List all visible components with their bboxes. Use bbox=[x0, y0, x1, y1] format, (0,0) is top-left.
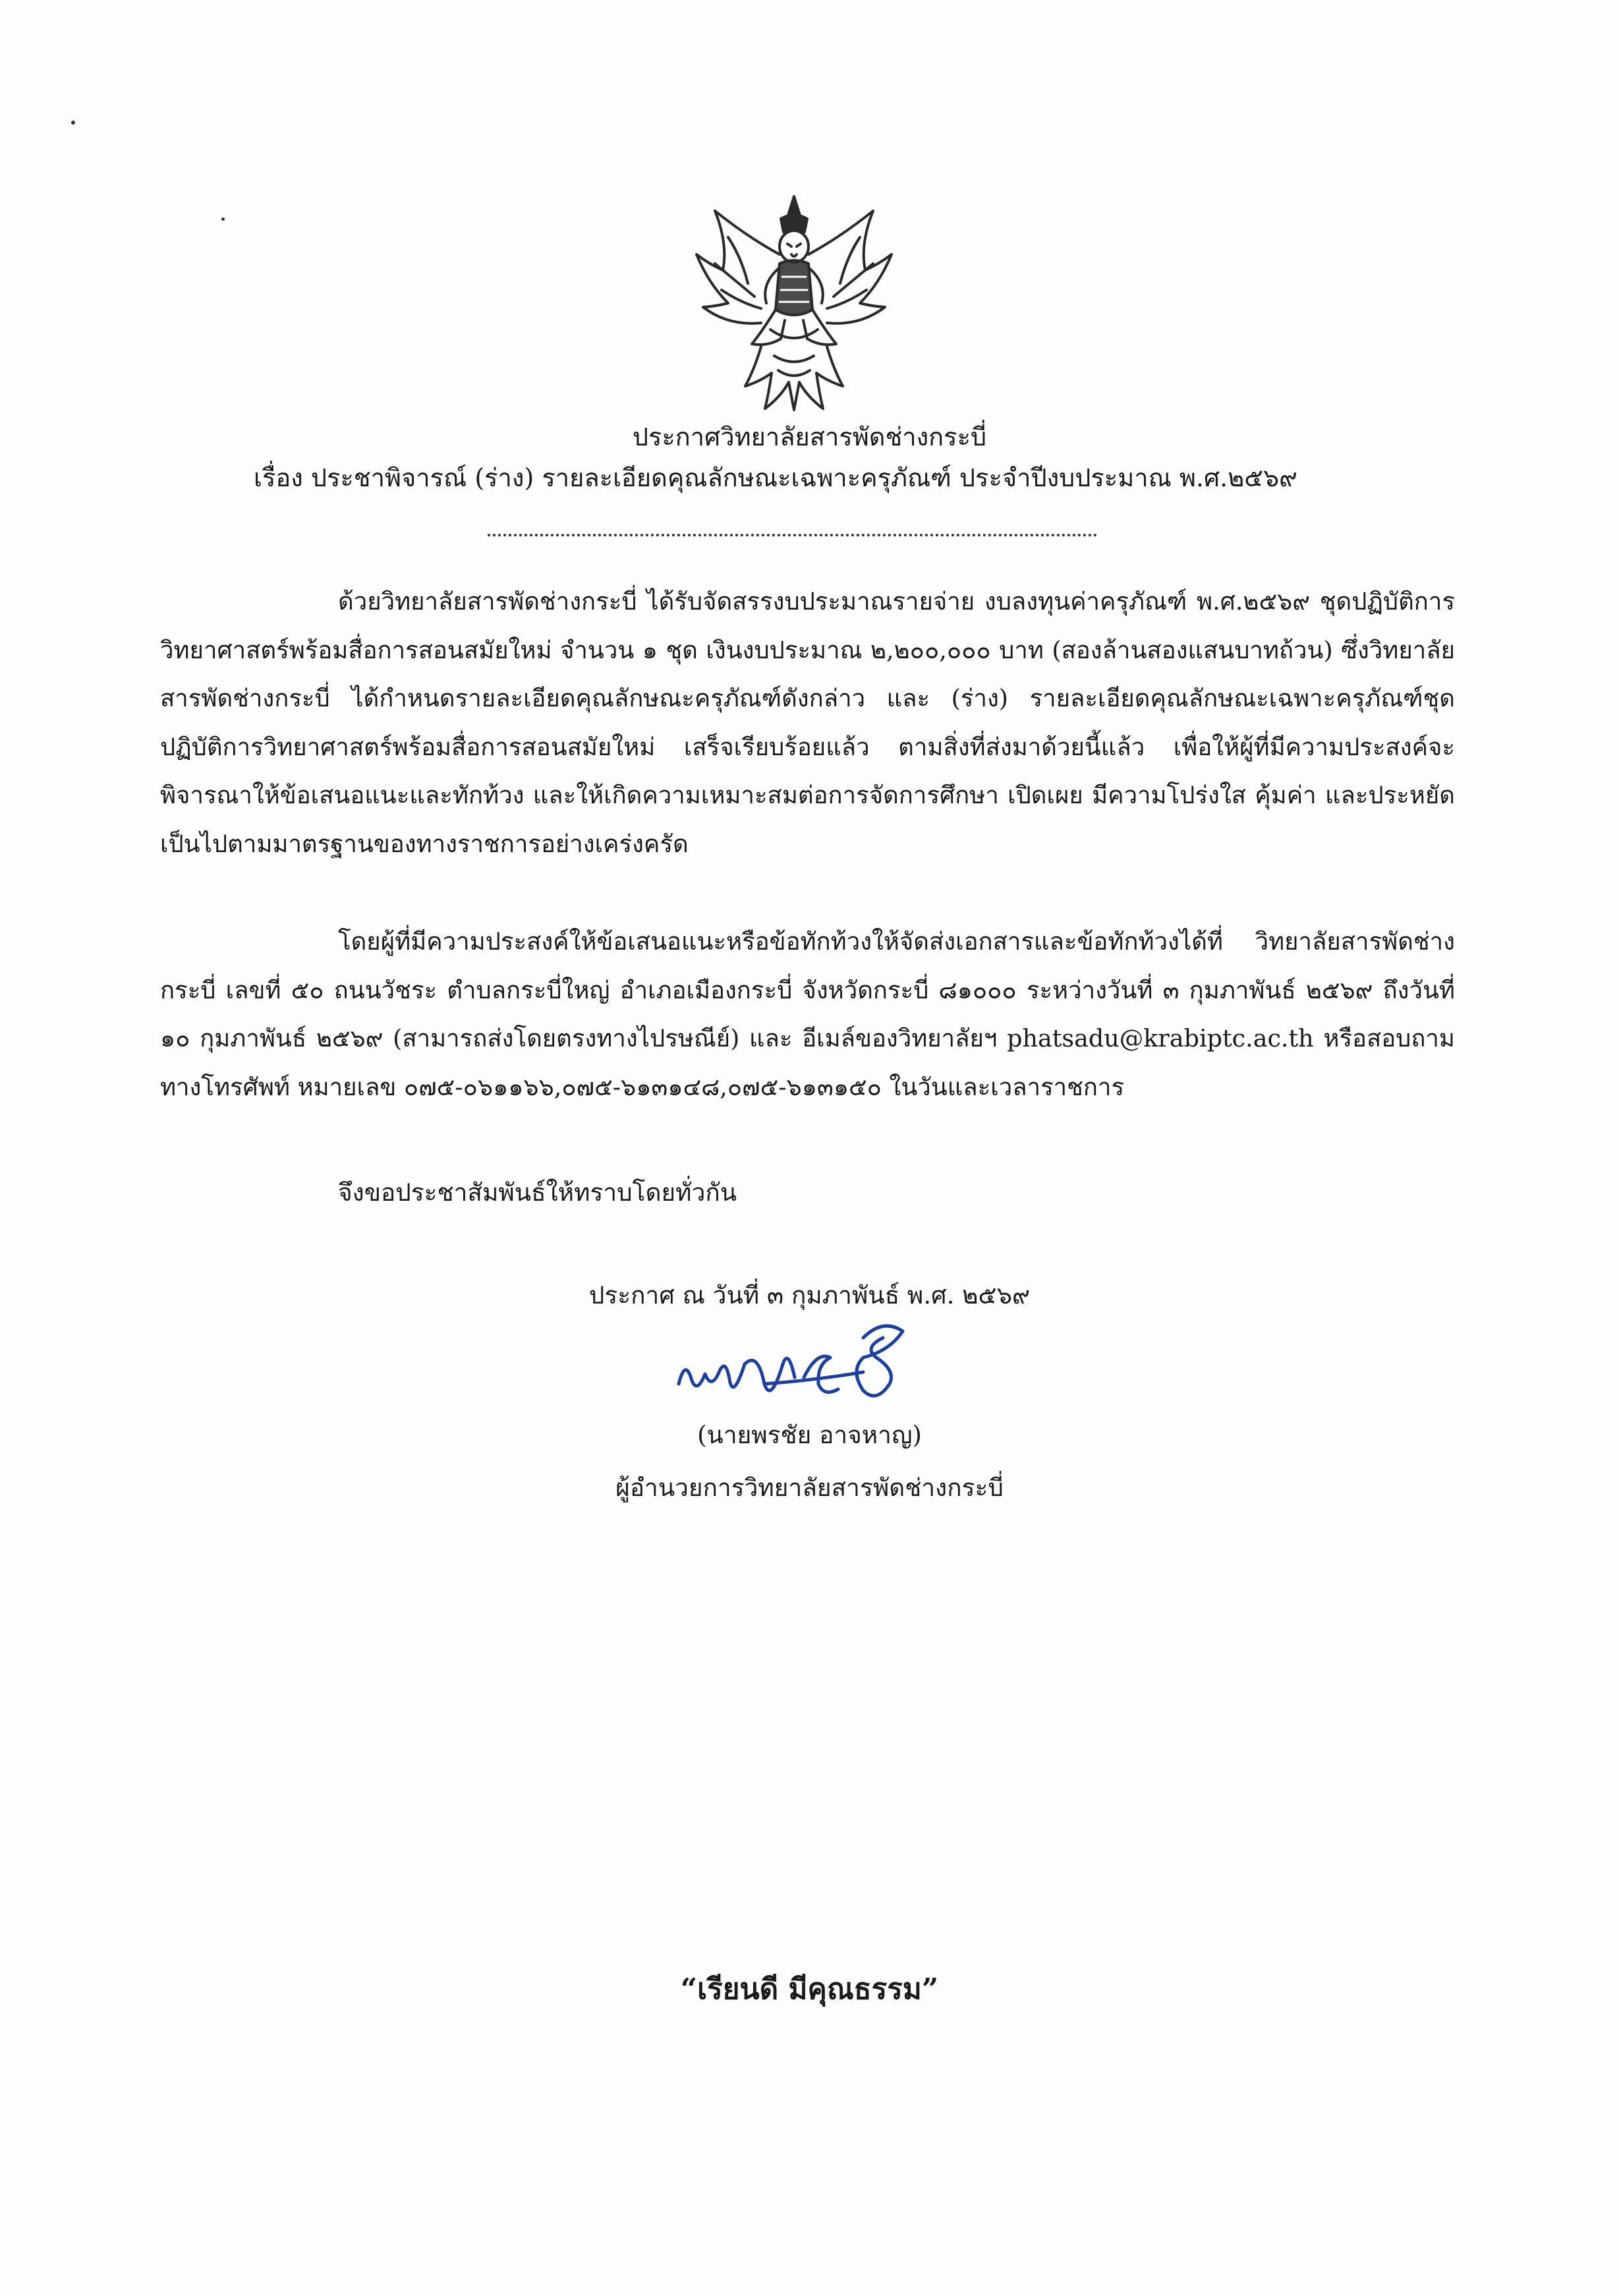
body-paragraph-2: โดยผู้ที่มีความประสงค์ให้ข้อเสนอแนะหรือข้อทักท้วงให้จัดส่งเอกสารและข้อทักท้วงได้ที่ วิทยาลัยสารพัดช่างกระบี่ เลขที่ ๕๐ ถนนวัชระ ตำบลกระบี่ใหญ่ อำเภอเมืองกระบี่ จังหวัดกระบี่ ๘๑๐๐๐ ระหว่างวันที่ ๓ กุมภาพันธ์ ๒๕๖๙ ถึงวันที่ ๑๐ กุมภาพันธ์ ๒๕๖๙ (สามารถส่งโดยตรงทางไปรษณีย์) และ อีเมล์ของวิทยาลัยฯ phatsadu@krabiptc.ac.th หรือสอบถามทางโทรศัพท์ หมายเลข ๐๗๕-๐๖๑๑๖๖,๐๗๕-๖๑๓๑๔๘,๐๗๕-๖๑๓๑๕๐ ในวันและเวลาราชการ bbox=[160, 927, 1455, 1101]
announcement-date: ประกาศ ณ วันที่ ๓ กุมภาพันธ์ พ.ศ. ๒๕๖๙ bbox=[588, 1281, 1031, 1309]
separator-dotted-line bbox=[488, 534, 1097, 536]
announcement-subject: เรื่อง ประชาพิจารณ์ (ร่าง) รายละเอียดคุณลักษณะเฉพาะครุภัณฑ์ ประจำปีงบประมาณ พ.ศ.๒๕๖๙ bbox=[254, 463, 1298, 492]
signer-name: (นายพรชัย อาจหาญ) bbox=[697, 1421, 922, 1449]
closing-statement: จึงขอประชาสัมพันธ์ให้ทราบโดยทั่วกัน bbox=[338, 1178, 737, 1207]
college-motto: “เรียนดี มีคุณธรรม” bbox=[680, 1972, 939, 2006]
handwritten-signature-icon bbox=[666, 1311, 942, 1410]
scan-speck bbox=[71, 121, 75, 125]
signer-position: ผู้อำนวยการวิทยาลัยสารพัดช่างกระบี่ bbox=[615, 1474, 1004, 1502]
announcement-title: ประกาศวิทยาลัยสารพัดช่างกระบี่ bbox=[632, 422, 987, 451]
scan-speck bbox=[221, 217, 225, 221]
body-paragraph-1: ด้วยวิทยาลัยสารพัดช่างกระบี่ ได้รับจัดสรรงบประมาณรายจ่าย งบลงทุนค่าครุภัณฑ์ พ.ศ.๒๕๖๙ ชุดปฏิบัติการวิทยาศาสตร์พร้อมสื่อการสอนสมัยใหม่ จำนวน ๑ ชุด เงินงบประมาณ ๒,๒๐๐,๐๐๐ บาท (สองล้านสองแสนบาทถ้วน) ซึ่งวิทยาลัยสารพัดช่างกระบี่ ได้กำหนดรายละเอียดคุณลักษณะครุภัณฑ์ดังกล่าว และ (ร่าง) รายละเอียดคุณลักษณะเฉพาะครุภัณฑ์ชุดปฏิบัติการวิทยาศาสตร์พร้อมสื่อการสอนสมัยใหม่ เสร็จเรียบร้อยแล้ว ตามสิ่งที่ส่งมาด้วยนี้แล้ว เพื่อให้ผู้ที่มีความประสงค์จะพิจารณาให้ข้อเสนอแนะและทักท้วง และให้เกิดความเหมาะสมต่อการจัดการศึกษา เปิดเผย มีความโปร่งใส คุ้มค่า และประหยัด เป็นไปตามมาตรฐานของทางราชการอย่างเคร่งครัด bbox=[160, 587, 1455, 858]
garuda-emblem-icon bbox=[689, 191, 899, 415]
